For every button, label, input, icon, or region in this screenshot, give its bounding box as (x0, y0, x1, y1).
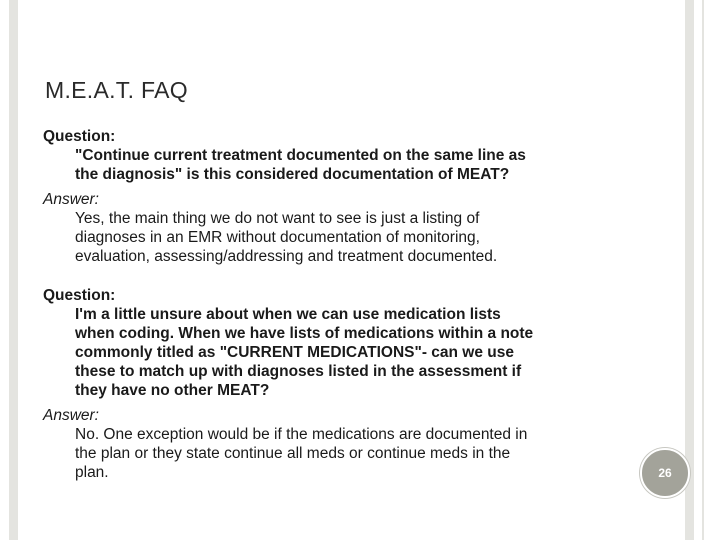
faq-content (43, 127, 643, 482)
question-text: I'm a little unsure about when we can use medication lists when coding. When we have lists of medications within a note commonly titled as "CURRENT MEDICATIONS"- can we use these to match up with diagnoses listed in the assessment if they have no other MEAT? (75, 306, 534, 399)
slide-title: M.E.A.T. FAQ (45, 77, 188, 103)
faq-item-2 (43, 286, 643, 482)
faq-item-1 (43, 127, 643, 266)
answer-text: No. One exception would be if the medications are documented in the plan or they state continue all meds or continue meds in the plan. (75, 426, 528, 481)
question-text: "Continue current treatment documented on the same line as the diagnosis" is this considered documentation of MEAT? (75, 147, 526, 183)
question-label: Question: (43, 128, 116, 145)
answer-label: Answer: (43, 191, 99, 208)
answer-text: Yes, the main thing we do not want to see is just a listing of diagnoses in an EMR without documentation of monitoring, evaluation, assessing/addressing and treatment documented. (75, 210, 498, 265)
question-label: Question: (43, 287, 116, 304)
answer-label: Answer: (43, 407, 99, 424)
left-frame-bar (9, 0, 18, 540)
page-number-badge: 26 (640, 448, 690, 498)
right-frame-line (702, 0, 704, 540)
